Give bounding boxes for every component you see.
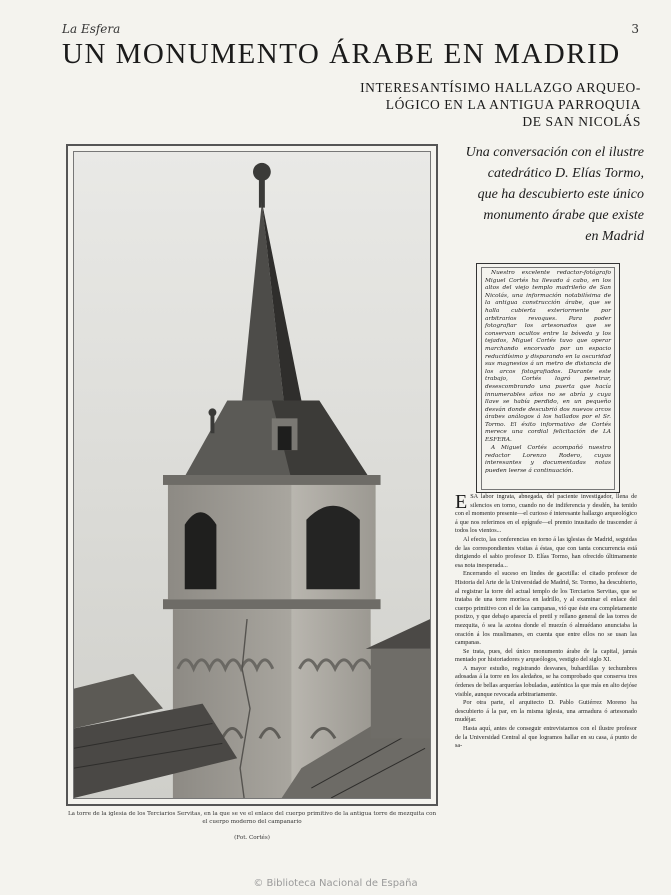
page-number: 3 <box>631 22 639 36</box>
body-paragraph: Encerrando el suceso en lindes de gacetilla: el citado profesor de Historia del Arte de la Universidad de Madrid, Sr. Tormo, ha descubierto, al registrar la torre del actual templo de los Terciarios Servitas, que se trataba de una torre morisca en ladrillo, y al examinar el enlace del cuerpo primitivo con el de las campanas, vió que éste era completamente postizo, y que debajo aparecía el pretil y rellano general de las torres de mezquita, ó sea la azotea donde el muezín ó almuédano anunciaba la oración á los muslimanes, en cuenta que entre ellos no se usan las campanas. <box>455 570 637 647</box>
tower-photo <box>66 144 438 806</box>
boxed-note <box>476 263 620 493</box>
magazine-name: La Esfera <box>62 22 121 36</box>
drop-cap: E <box>455 491 468 513</box>
intro-line: catedrático D. Elías Tormo, <box>487 166 644 181</box>
bell-tower-illustration <box>74 152 430 798</box>
body-paragraph: Por otra parte, el arquitecto D. Pablo Gutiérrez Moreno ha descubierto á la par, en la misma iglesia, una armadura ó artesonado mudéjar. <box>455 699 637 724</box>
body-paragraph: Al efecto, las conferencias en torno á las iglesias de Madrid, seguidas de las correspondientes visitas á éstas, que con tanta concurrencia está dirigiendo el sabio profesor D. Elías Tormo, han ofrecido últimamente esa nota inesperada... <box>455 535 637 569</box>
subheadline-line: INTERESANTÍSIMO HALLAZGO ARQUEO- <box>360 80 641 95</box>
intro-text <box>444 142 644 247</box>
subheadline-line: DE SAN NICOLÁS <box>522 114 641 129</box>
library-copyright: © Biblioteca Nacional de España <box>253 878 418 889</box>
body-paragraph: Hasta aquí, antes de conseguir entrevistarnos con el ilustre profesor de la Universidad Central al que logramos hallar en su casa, á punto de sa- <box>455 725 637 750</box>
intro-line: monumento árabe que existe <box>483 208 644 223</box>
intro-line: en Madrid <box>585 229 644 244</box>
photo-caption: La torre de la iglesia de los Terciarios Servitas, en la que se ve el enlace del cuerpo primitivo de la antigua torre de mezquita con el cuerpo moderno del campanario <box>67 811 437 825</box>
intro-line: que ha descubierto este único <box>477 187 644 202</box>
boxed-note-text <box>481 267 615 490</box>
subheadline-line: LÓGICO EN LA ANTIGUA PARROQUIA <box>385 97 641 112</box>
body-paragraph <box>455 493 637 536</box>
boxed-note-paragraph: A Miguel Cortés acompañó nuestro redactor Lorenzo Rodero, cuyas interesantes y documentadas notas pueden leerse á continuación. <box>485 445 611 475</box>
article-body <box>455 493 637 751</box>
body-paragraph: Se trata, pues, del único monumento árabe de la capital, jamás mentado por historiadores y arqueólogos, vestigio del siglo XI. <box>455 647 637 664</box>
body-paragraph: A mayor estudio, registrando desvanes, buhardillas y techumbres adosadas á la torre en los aledaños, se ha comprobado que conserva tres órdenes de bellas arquerías lobuladas, auténtica la que más en alto dejóse visible, aunque revocada arbitrariamente. <box>455 664 637 698</box>
tower-photo-image <box>73 151 431 799</box>
photo-credit: (Fot. Cortés) <box>234 835 270 841</box>
intro-line: Una conversación con el ilustre <box>465 145 644 160</box>
boxed-note-paragraph: Nuestro excelente redactor-fotógrafo Miguel Cortés ha llevado á cabo, en los altos del viejo templo madrileño de San Nicolás, una información notabilísima de la antigua construcción árabe, que se halla cubierta exteriormente por arbitrarios revoques. Para poder fotografiar los artesonados que se conservan ocultos entre la bóveda y los tejados, Miguel Cortés tuvo que operar marchando encorvado por un espacio reducidísimo y disparando en la oscuridad sus magnesios á un metro de distancia de los arcos fotografiados. Durante este trabajo, Cortés logró penetrar, desescombrando una puerta que hacía innumerables años no se abría y cuya llave se había perdido, en un pequeño desván donde descubrió dos nuevos arcos árabes análogos á los hallados por el Sr. Tormo. El éxito informativo de Cortés merece una cordial felicitación de LA ESFERA. <box>485 270 611 444</box>
subheadline <box>311 79 641 130</box>
headline: UN MONUMENTO ÁRABE EN MADRID <box>62 38 621 70</box>
body-paragraph-text: SA labor ingrata, abnegada, del paciente investigador, llena de silencios en torno, cuando no de indiferencia y desdén, ha tenido con el momento presente—el curioso é interesante hallazgo arqueológico á que nos referimos en el epígrafe—el premio inusitado de trascender á todos los vientos... <box>455 493 637 535</box>
